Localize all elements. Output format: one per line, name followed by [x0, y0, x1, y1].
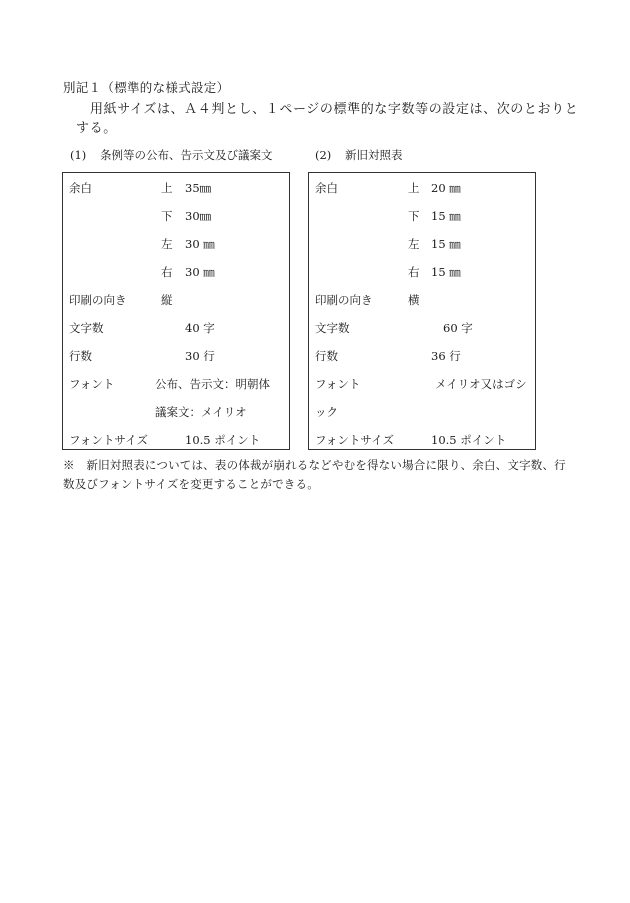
- settings-row: [309, 320, 535, 340]
- settings-row: [63, 376, 289, 396]
- row-value: 30㎜: [185, 209, 212, 223]
- row-label: フォントサイズ: [315, 433, 395, 447]
- row-label: 印刷の向き: [69, 293, 127, 307]
- intro-text-line-1: 用紙サイズは、Ａ４判とし、１ページの標準的な字数等の設定は、次のとおりと: [90, 102, 579, 117]
- row-value: 10.5 ポイント: [185, 433, 261, 447]
- row-label: 行数: [69, 349, 92, 363]
- row-sub: 縦: [161, 293, 173, 307]
- row-value: 30 ㎜: [185, 237, 215, 251]
- row-value: 40 字: [185, 321, 215, 335]
- section-1-settings-box: [62, 172, 290, 450]
- row-sub: 下: [161, 209, 173, 223]
- settings-row: [63, 236, 289, 256]
- settings-row: [63, 348, 289, 368]
- row-value: 15 ㎜: [431, 209, 461, 223]
- row-value: 60 字: [443, 321, 473, 335]
- row-label: 印刷の向き: [315, 293, 373, 307]
- row-sub: 左: [408, 237, 420, 251]
- settings-row: [309, 264, 535, 284]
- settings-row: [309, 376, 535, 396]
- row-label: 文字数: [69, 321, 104, 335]
- row-value: 15 ㎜: [431, 265, 461, 279]
- intro-text-line-2: する。: [76, 121, 117, 136]
- row-label: フォント: [69, 377, 115, 391]
- settings-row: [309, 208, 535, 228]
- row-label: フォントサイズ: [69, 433, 149, 447]
- row-label: フォント: [315, 377, 361, 391]
- row-sub: 右: [408, 265, 420, 279]
- settings-row: [63, 208, 289, 228]
- row-label: 余白: [69, 181, 92, 195]
- settings-row: [309, 236, 535, 256]
- settings-row: [309, 180, 535, 200]
- settings-row: [63, 292, 289, 312]
- row-sub: 上: [161, 181, 173, 195]
- row-sub: 左: [161, 237, 173, 251]
- settings-row: [63, 264, 289, 284]
- section-2-caption: [315, 147, 403, 163]
- row-value: 35㎜: [185, 181, 212, 195]
- settings-row: [309, 348, 535, 368]
- settings-row: [309, 292, 535, 312]
- row-value: 30 行: [185, 349, 215, 363]
- section-1-title: 条例等の公布、告示文及び議案文: [100, 148, 273, 162]
- settings-row: [63, 320, 289, 340]
- row-sub: 上: [408, 181, 420, 195]
- settings-row: [309, 404, 535, 424]
- row-label: 行数: [315, 349, 338, 363]
- row-value: 15 ㎜: [431, 237, 461, 251]
- row-sub: 下: [408, 209, 420, 223]
- row-value: 20 ㎜: [431, 181, 461, 195]
- page-title: 別記１（標準的な様式設定）: [63, 80, 230, 95]
- section-2-settings-box: [308, 172, 536, 450]
- section-1-caption: [70, 147, 273, 163]
- row-sub: 議案文：メイリオ: [155, 405, 247, 419]
- row-label: ック: [315, 405, 338, 419]
- row-value: 36 行: [431, 349, 461, 363]
- section-2-number: (2): [315, 148, 332, 162]
- settings-row: [309, 432, 535, 452]
- settings-row: [63, 180, 289, 200]
- row-sub: 公布、告示文：明朝体: [155, 377, 270, 391]
- footnote: ※ 新旧対照表については、表の体裁が崩れるなどやむを得ない場合に限り、余白、文字数、行数及びフォントサイズを変更することができる。: [63, 458, 566, 491]
- section-1-number: (1): [70, 148, 87, 162]
- settings-row: [63, 404, 289, 424]
- row-value: 30 ㎜: [185, 265, 215, 279]
- row-label: 文字数: [315, 321, 350, 335]
- row-value: 10.5 ポイント: [431, 433, 507, 447]
- row-label: 余白: [315, 181, 338, 195]
- row-value: メイリオ又はゴシ: [435, 377, 527, 391]
- section-2-title: 新旧対照表: [345, 148, 403, 162]
- row-sub: 右: [161, 265, 173, 279]
- row-sub: 横: [408, 293, 420, 307]
- settings-row: [63, 432, 289, 452]
